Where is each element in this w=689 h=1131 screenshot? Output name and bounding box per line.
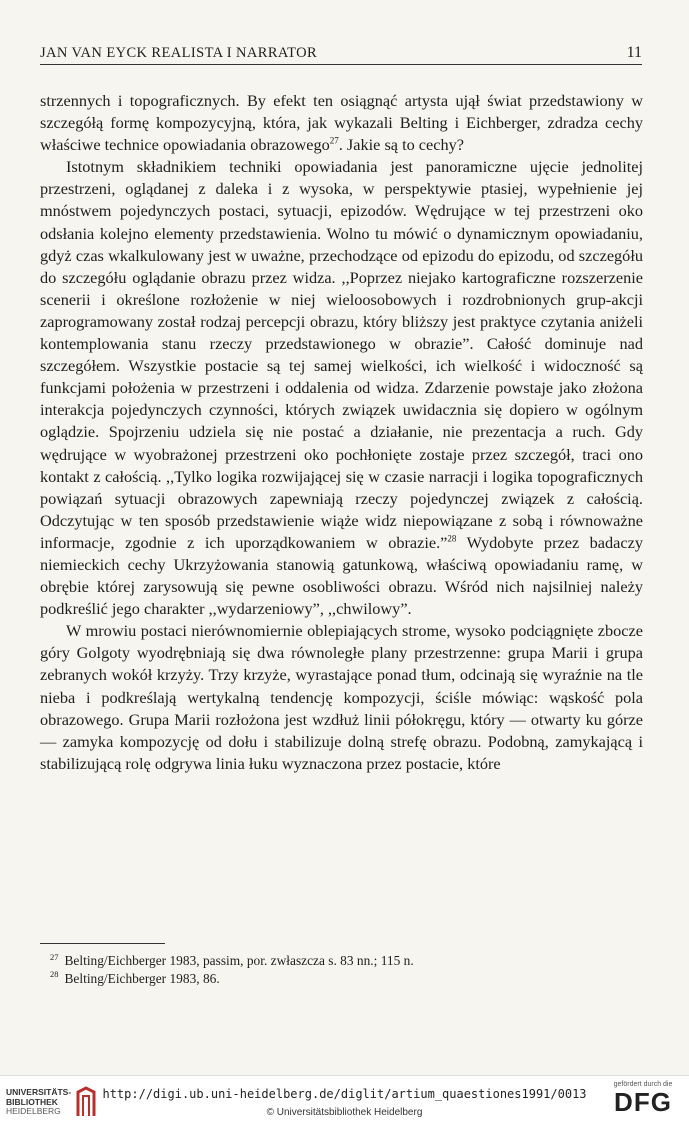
body-text xyxy=(40,90,643,775)
paragraph xyxy=(40,156,643,620)
footnote-reference[interactable]: 27 xyxy=(329,135,339,146)
paragraph-text: Istotnym składnikiem techniki opowiadania jest panoramiczne ujęcie jednolitej przestrzeni, oglądanej z daleka i z wysoka, w perspektywie ptasiej, wypełnienie jej mnóstwem pojedynczych postaci, sytuacji, epizodów. Wędrujące w tej przestrzeni oko odsłania kolejno elementy przedstawienia. Wolno tu mówić o dynamicznym opowiadaniu, gdyż czas wkalkulowany jest w uważne, przechodzące od epizodu do epizodu, od szczegółu do szczegółu oglądanie obrazu przez widza. ,,Poprzez niejako kartograficzne rozszerzenie scenerii i określone rozłożenie w niej wieloosobowych i rozdrobnionych grup-akcji zaprogramowany został rodzaj percepcji obrazu, który bliższy jest praktyce czytania aniżeli kontemplowania stanu rzeczy przedstawionego w obrazie”. Całość dominuje nad szczegółem. Wszystkie postacie są tej samej wielkości, ich wielkość i widoczność są funkcjami położenia w przestrzeni i oddalenia od widza. Zdarzenie powstaje jako złożona interakcja pojedynczych czynności, których związek uwidacznia się dopiero w ogólnym oglądzie. Spojrzeniu udziela się nie postać a działanie, nie prezentacja a ruch. Gdy wędrujące w wyobrażonej przestrzeni oko pochłonięte zostaje przez szczegół, traci ono kontakt z całością. ,,Tylko logika rozwijającej się w czasie narracji i logika topograficznych powiązań sytuacji obrazowych zapewniają rzeczy pojedynczej związek z całością. Odczytując w ten sposób przedstawienie wiąże widz niepowiązane z sobą i równoważne informacje, zgodnie z ich uporządkowaniem w obrazie.” xyxy=(40,157,643,552)
paragraph xyxy=(40,90,643,156)
digitization-footer xyxy=(0,1075,689,1131)
paragraph-text: W mrowiu postaci nierównomiernie oblepiających strome, wysoko podciągnięte zbocze góry Golgoty wyodrębniają się dwa równoległe plany przestrzenne: grupa Marii i grupa zebranych wokół krzyży. Trzy krzyże, wyrastające ponad tłum, odcinają się wyraźnie na tle nieba i podkreślają wertykalną tendencję kompozycji, ściśle mówiąc: wąskość pola obrazowego. Grupa Marii rozłożona jest wzdłuż linii półokręgu, który — otwarty ku górze — zamyka kompozycję od dołu i stabilizuje dolną strefę obrazu. Podobną, zamykającą i stabilizującą rolę odgrywa linia łuku wyznaczona przez postacie, które xyxy=(40,621,643,773)
running-header xyxy=(40,44,642,65)
footnote-text: Belting/Eichberger 1983, passim, por. zwłaszcza s. 83 nn.; 115 n. xyxy=(64,953,414,968)
funder-caption: gefördert durch die xyxy=(613,1081,673,1088)
library-name-line1: UNIVERSITÄTS- xyxy=(6,1087,72,1097)
source-url-link[interactable]: http://digi.ub.uni-heidelberg.de/diglit/artium_quaestiones1991/0013 xyxy=(102,1087,587,1101)
paragraph-text: Wydobyte przez badaczy niemieckich cechy Ukrzyżowania stanowią gatunkową, właściwą opowiadaniu ramę, w obrębie której zarysowują się pewne osobliwości obrazu. Wśród nich najsilniej należy podkreślić jego charakter ,,wydarzeniowy”, ,,chwilowy”. xyxy=(40,532,643,619)
footnote xyxy=(50,952,640,970)
copyright-notice: © Universitätsbibliothek Heidelberg xyxy=(266,1107,423,1118)
footnote-reference[interactable]: 28 xyxy=(447,533,457,544)
paragraph xyxy=(40,620,643,775)
dfg-logo[interactable] xyxy=(607,1081,679,1116)
footnote xyxy=(50,970,640,988)
footnote-number: 27 xyxy=(50,951,59,962)
paragraph-text: strzennych i topograficznych. By efekt ten osiągnąć artysta ujął świat przedstawiony w szczegółą formę kompozycyjną, która, jak wykazali Belting i Eichberger, zdradza cechy właściwe technice opowiadania obrazowego xyxy=(40,91,643,155)
footnotes xyxy=(50,952,640,987)
library-name-line2: BIBLIOTHEK xyxy=(6,1096,58,1107)
dfg-wordmark: DFG xyxy=(614,1087,672,1117)
page-number: 11 xyxy=(626,44,642,61)
footnote-number: 28 xyxy=(50,969,59,980)
footnote-divider xyxy=(40,943,165,944)
library-name-line3: HEIDELBERG xyxy=(6,1106,61,1117)
running-title: JAN VAN EYCK REALISTA I NARRATOR xyxy=(40,45,318,61)
paragraph-text: . Jakie są to cechy? xyxy=(338,135,464,155)
footnote-text: Belting/Eichberger 1983, 86. xyxy=(64,970,220,986)
